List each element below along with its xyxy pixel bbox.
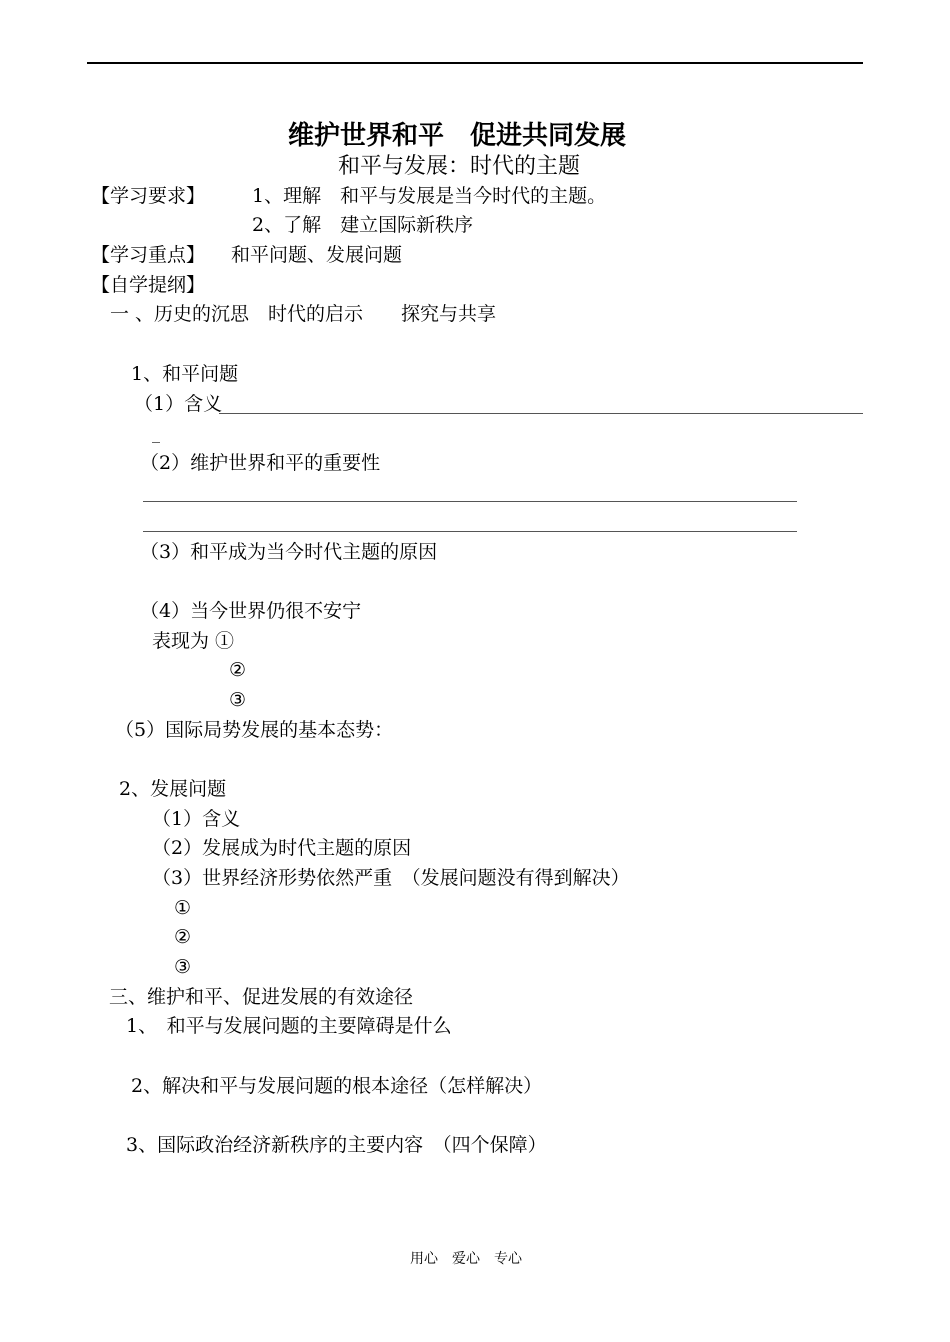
page-footer: 用心 爱心 专心: [410, 1251, 522, 1267]
focus-text: 和平问题、发展问题: [231, 244, 403, 266]
requirement-item-2: 2、了解 建立国际新秩序: [252, 214, 474, 236]
focus-label: 【学习重点】: [91, 244, 206, 266]
requirement-item-1: 1、理解 和平与发展是当今时代的主题。: [252, 185, 607, 207]
page-title: 维护世界和平 促进共同发展: [288, 121, 627, 151]
peace-q1: （1）含义: [134, 393, 223, 415]
section-3-q2: 2、解决和平与发展问题的根本途径（怎样解决）: [131, 1075, 543, 1097]
answer-line-q2-1[interactable]: [143, 501, 797, 502]
development-m3: ③: [174, 956, 192, 978]
header-rule: [87, 62, 863, 64]
section-3-heading: 三、维护和平、促进发展的有效途径: [109, 986, 414, 1008]
peace-q2: （2）维护世界和平的重要性: [140, 452, 381, 474]
answer-line-q2-2[interactable]: [143, 531, 797, 532]
peace-q5: （5）国际局势发展的基本态势：: [115, 719, 394, 741]
section-1-heading: 一 、历史的沉思 时代的启示 探究与共享: [110, 303, 497, 325]
development-q2: （2）发展成为时代主题的原因: [152, 837, 412, 859]
development-m2: ②: [174, 926, 192, 948]
page-subtitle: 和平与发展：时代的主题: [338, 154, 581, 179]
peace-q4: （4）当今世界仍很不安宁: [140, 600, 362, 622]
development-q3: （3）世界经济形势依然严重 （发展问题没有得到解决）: [152, 867, 630, 889]
peace-manifest-2: ②: [229, 659, 247, 681]
development-heading: 2、发展问题: [119, 778, 227, 800]
peace-manifest-1: 表现为 ①: [152, 630, 235, 652]
outline-label: 【自学提纲】: [91, 274, 206, 296]
section-3-q3: 3、国际政治经济新秩序的主要内容 （四个保障）: [126, 1134, 547, 1156]
development-q1: （1）含义: [152, 808, 241, 830]
requirements-label: 【学习要求】: [91, 185, 206, 207]
peace-q3: （3）和平成为当今时代主题的原因: [140, 541, 438, 563]
answer-line-q1[interactable]: [219, 413, 863, 414]
peace-manifest-3: ③: [229, 689, 247, 711]
peace-heading: 1、和平问题: [131, 363, 239, 385]
section-3-q1: 1、 和平与发展问题的主要障碍是什么: [126, 1015, 452, 1037]
answer-line-q1-tail: _: [152, 424, 160, 443]
development-m1: ①: [174, 897, 192, 919]
